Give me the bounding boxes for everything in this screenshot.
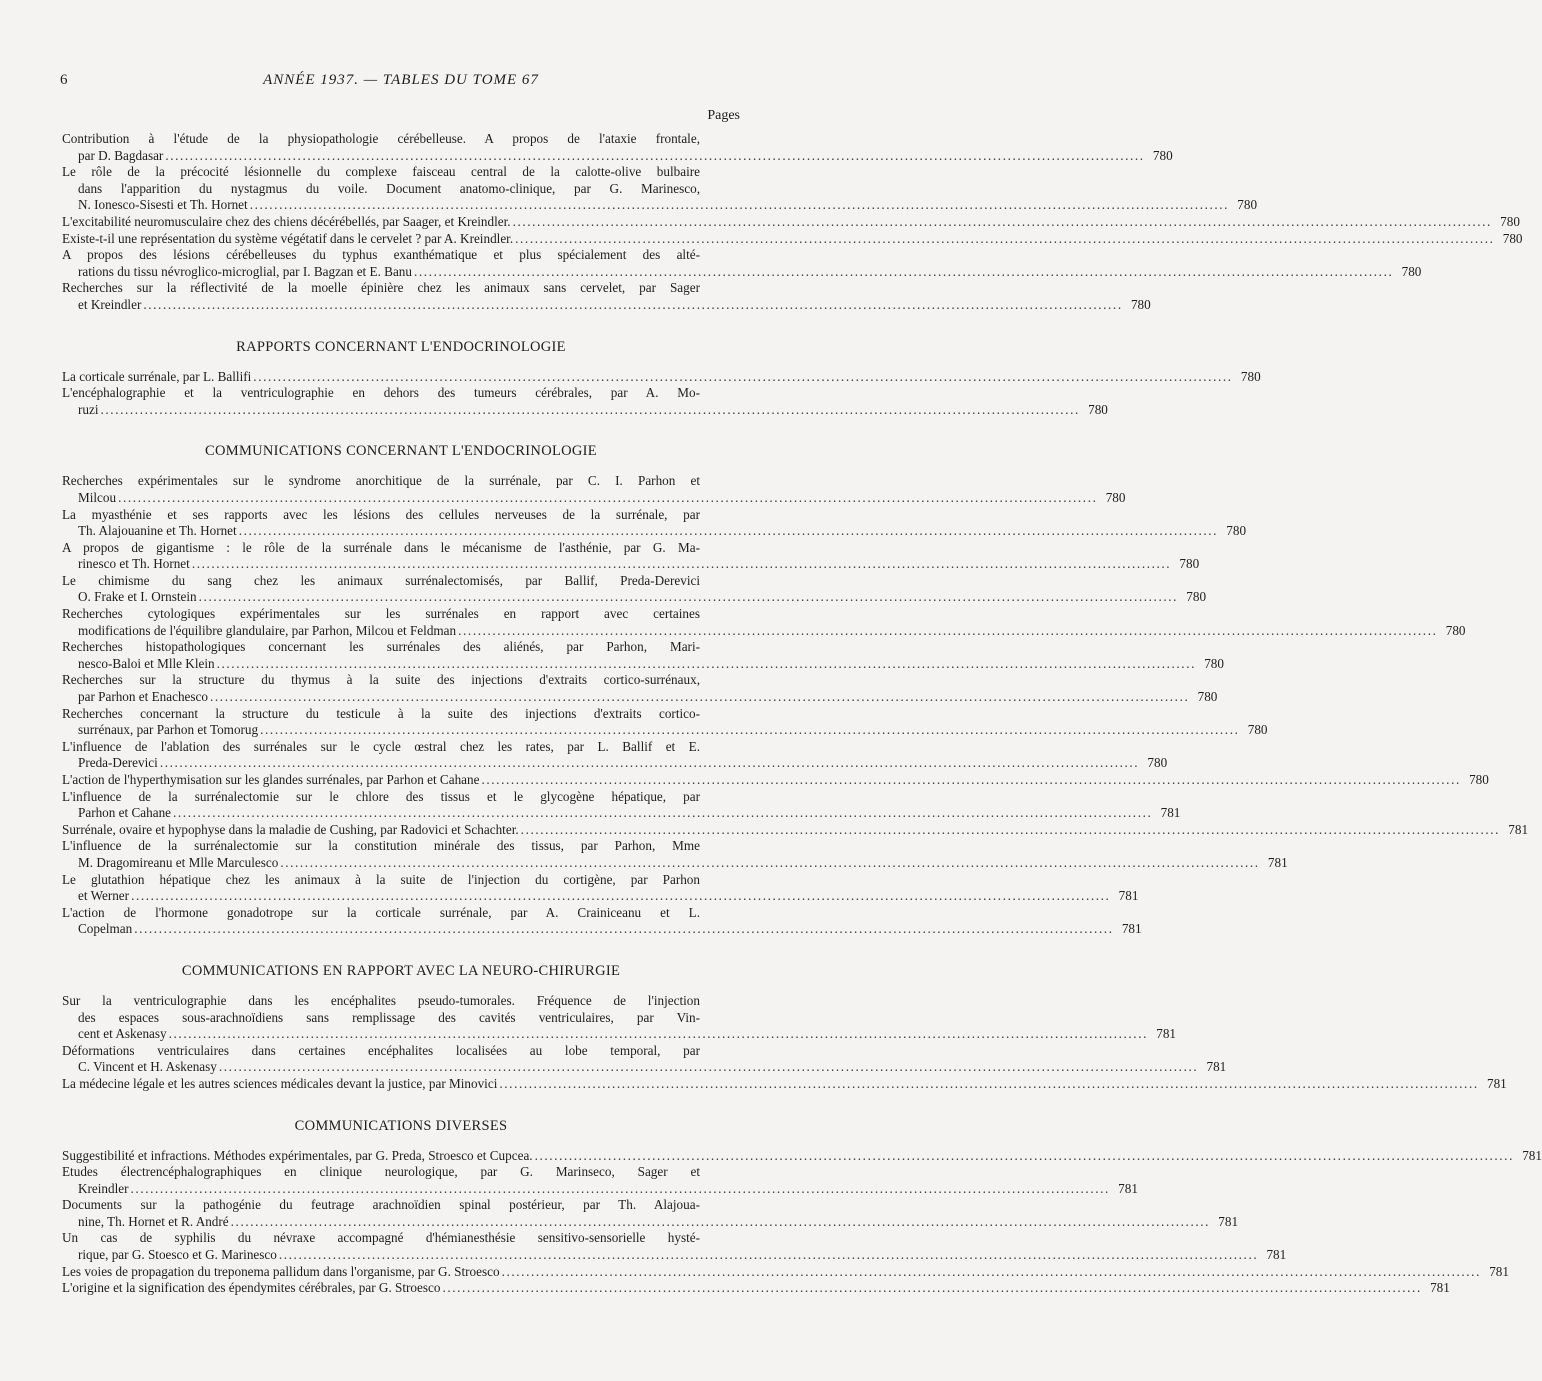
dot-leader: ........................................................................................................................................................................................................ [198, 589, 1179, 605]
toc-entry [62, 280, 1151, 313]
toc-entry-lastline [62, 755, 1168, 772]
toc-entry [62, 131, 1173, 164]
toc-page-number: 780 [1240, 368, 1261, 384]
toc-entry-title: Les voies de propagation du treponema pallidum dans l'organisme, par G. Stroesco [62, 1263, 500, 1279]
toc-section [62, 1117, 1542, 1297]
dot-leader: ........................................................................................................................................................................................................ [253, 368, 1233, 384]
toc-entry [62, 821, 1529, 839]
dot-leader: ........................................................................................................................................................................................................ [534, 1147, 1514, 1163]
toc-entry-title: L'origine et la signification des épendymites cérébrales, par G. Stroesco [62, 1280, 441, 1296]
toc-entry [62, 368, 1261, 386]
toc-entry-title: Surrénale, ovaire et hypophyse dans la maladie de Cushing, par Radovici et Schachter. [62, 821, 519, 837]
toc-entry-title: cent et Askenasy [78, 1026, 167, 1042]
toc-entry-lastline [62, 722, 1268, 739]
toc-entry-title: Copelman [78, 921, 133, 937]
toc-entry-lastline [62, 368, 1261, 386]
dot-leader: ........................................................................................................................................................................................................ [230, 1213, 1211, 1229]
toc-entry-title: La médecine légale et les autres sciences médicales devant la justice, par Minovici [62, 1075, 498, 1091]
toc-entry-line: Le rôle de la précocité lésionnelle du complexe faisceau central de la calotte-olive bulbaire [62, 164, 700, 180]
toc-entry-lastline [62, 213, 1520, 231]
toc-entry [62, 738, 1168, 772]
toc-entry-line: L'encéphalographie et la ventriculographie en dehors des tumeurs cérébrales, par A. Mo- [62, 385, 700, 401]
toc-page-number: 780 [1197, 689, 1218, 705]
toc-entry-title: par D. Bagdasar [78, 147, 164, 163]
toc-entry-lastline [62, 489, 1126, 507]
toc-page-number: 781 [1489, 1263, 1509, 1279]
dot-leader: ........................................................................................................................................................................................................ [458, 622, 1438, 638]
toc-page-number: 780 [1445, 622, 1466, 638]
toc-entry-title: et Kreindler [78, 296, 142, 312]
toc-page-number: 781 [1267, 854, 1288, 870]
dot-leader: ........................................................................................................................................................................................................ [238, 523, 1219, 539]
toc-page-number: 780 [1500, 213, 1520, 229]
toc-entry-lastline [62, 655, 1224, 673]
toc-page-number: 780 [1147, 755, 1168, 771]
toc-page-number: 780 [1179, 556, 1200, 572]
toc-page-number: 781 [1118, 1180, 1138, 1196]
toc-entry-line: L'influence de la surrénalectomie sur la constitution minérale des tissus, par Parhon, Mme [62, 838, 700, 854]
toc-entry-lastline [62, 1263, 1509, 1281]
toc-entry-lastline [62, 805, 1181, 822]
dot-leader: ........................................................................................................................................................................................................ [134, 921, 1114, 937]
toc-entry-title: par Parhon et Enachesco [78, 689, 208, 705]
toc-entry-line: dans l'apparition du nystagmus du voile. Document anatomo-clinique, par G. Marinesco, [78, 180, 700, 196]
dot-leader: ........................................................................................................................................................................................................ [481, 772, 1461, 787]
toc-entry-lastline [62, 1026, 1176, 1043]
toc-entry-lastline [62, 230, 1523, 248]
toc-entry-line: Déformations ventriculaires dans certaines encéphalites localisées au lobe temporal, par [62, 1042, 700, 1058]
dot-leader: ........................................................................................................................................................................................................ [173, 805, 1153, 821]
toc-entry [62, 213, 1520, 231]
toc-entry [62, 871, 1139, 905]
toc-entry-lastline [62, 1180, 1138, 1198]
toc-page-number: 780 [1186, 589, 1207, 605]
toc-entry-title: N. Ionesco-Sisesti et Th. Hornet [78, 197, 248, 213]
toc-entry-line: Le glutathion hépatique chez les animaux à la suite de l'injection du cortigène, par Parhon [62, 871, 700, 887]
toc-entry-line: Recherches histopathologiques concernant les surrénales des aliénés, par Parhon, Mari- [62, 639, 700, 655]
toc-section [62, 338, 1261, 419]
page-number: 6 [60, 72, 68, 88]
dot-leader: ........................................................................................................................................................................................................ [499, 1075, 1479, 1091]
section-title: COMMUNICATIONS CONCERNANT L'ENDOCRINOLOGIE [205, 443, 597, 460]
toc-page-number: 780 [1247, 722, 1268, 738]
toc-entry-lastline [62, 1213, 1239, 1231]
toc-entry-title: Parhon et Cahane [78, 805, 172, 821]
toc-entry-line: Recherches concernant la structure du testicule à la suite des injections d'extraits cortico- [62, 705, 700, 721]
dot-leader: ........................................................................................................................................................................................................ [280, 854, 1260, 870]
dot-leader: ........................................................................................................................................................................................................ [414, 263, 1394, 279]
toc-page-number: 781 [1430, 1280, 1450, 1296]
toc-page-number: 781 [1218, 1213, 1239, 1229]
toc-page-number: 781 [1508, 821, 1529, 837]
toc-entry-line: Un cas de syphilis du névraxe accompagné d'hémianesthésie sensitivo-sensorielle hysté- [62, 1230, 700, 1246]
toc-entry-lastline [62, 1247, 1287, 1264]
toc-page-number: 780 [1237, 197, 1258, 213]
toc-entry-title: surrénaux, par Parhon et Tomorug [78, 722, 259, 738]
toc-entry-line: L'influence de la surrénalectomie sur le chlore des tissus et le glycogène hépatique, par [62, 788, 700, 804]
toc-entry-lastline [62, 689, 1218, 706]
toc-entry-title: M. Dragomireanu et Mlle Marculesco [78, 854, 279, 870]
toc-page-number: 780 [1502, 230, 1523, 246]
toc-page-number: 781 [1121, 921, 1142, 937]
dot-leader: ........................................................................................................................................................................................................ [118, 489, 1098, 505]
dot-leader: ........................................................................................................................................................................................................ [100, 401, 1080, 417]
toc-entry-title: Kreindler [78, 1180, 129, 1196]
dot-leader: ........................................................................................................................................................................................................ [501, 1263, 1481, 1279]
toc-entry-lastline [62, 921, 1142, 938]
toc-entry [62, 1280, 1450, 1297]
toc-entry-line: L'influence de l'ablation des surrénales sur le cycle œstral chez les rates, par L. Ballif et E. [62, 738, 700, 754]
toc-entry-lastline [62, 821, 1529, 839]
toc-entry-lastline [62, 523, 1247, 540]
dot-leader: ........................................................................................................................................................................................................ [218, 1059, 1199, 1075]
toc-entry [62, 788, 1181, 822]
toc-page-number: 780 [1226, 523, 1247, 539]
running-head [62, 72, 740, 92]
toc-entry-title: nesco-Baloi et Mlle Klein [78, 655, 215, 671]
toc-entry-line: L'action de l'hormone gonadotrope sur la corticale surrénale, par A. Crainiceanu et L. [62, 904, 700, 920]
dot-leader: ........................................................................................................................................................................................................ [260, 722, 1240, 738]
toc-page-number: 781 [1486, 1075, 1507, 1091]
toc-entry-lastline [62, 888, 1139, 905]
toc-page-number: 781 [1206, 1059, 1227, 1075]
toc-entry [62, 230, 1523, 248]
toc-entry-lastline [62, 296, 1151, 314]
toc-entry-title: Th. Alajouanine et Th. Hornet [78, 523, 237, 539]
toc-page-number: 780 [1130, 296, 1151, 312]
toc-entry-lastline [62, 1059, 1227, 1076]
toc-entry-line: Documents sur la pathogénie du feutrage arachnoïdien spinal postérieur, par Th. Alajoua- [62, 1197, 700, 1213]
toc-entry-lastline [62, 622, 1466, 640]
dot-leader: ........................................................................................................................................................................................................ [278, 1247, 1259, 1263]
toc-entry-lastline [62, 854, 1288, 872]
section-title: COMMUNICATIONS EN RAPPORT AVEC LA NEURO-CHIRURGIE [181, 962, 621, 979]
toc-entry-title: nine, Th. Hornet et R. André [78, 1213, 229, 1229]
toc-entry-title: rations du tissu névroglico-microglial, par I. Bagzan et E. Banu [78, 263, 412, 279]
toc-entry-line: Recherches sur la réflectivité de la moelle épinière chez les animaux sans cervelet, par Sager [62, 280, 700, 296]
dot-leader: ........................................................................................................................................................................................................ [130, 1180, 1110, 1196]
toc-page-number: 781 [1118, 888, 1139, 904]
toc-entry-title: La corticale surrénale, par L. Ballifi [62, 368, 252, 384]
toc-entry [62, 1230, 1287, 1263]
running-title: ANNÉE 1937. — TABLES DU TOME 67 [263, 72, 539, 88]
toc-entry-line: des espaces sous-arachnoïdiens sans remplissage des cavités ventriculaires, par Vin- [78, 1009, 700, 1025]
toc-page-number: 781 [1266, 1247, 1287, 1263]
dot-leader: ........................................................................................................................................................................................................ [442, 1280, 1422, 1296]
dot-leader: ........................................................................................................................................................................................................ [515, 230, 1495, 246]
toc-entry-line: Recherches expérimentales sur le syndrome anorchitique de la surrénale, par C. I. Parhon et [62, 473, 700, 489]
toc-page-number: 780 [1204, 655, 1224, 671]
toc-entry-lastline [62, 772, 1489, 789]
toc-page-number: 781 [1522, 1147, 1542, 1163]
toc-entry-lastline [62, 1147, 1542, 1165]
dot-leader: ........................................................................................................................................................................................................ [165, 147, 1145, 163]
toc-entry-title: rinesco et Th. Hornet [78, 556, 190, 572]
toc-entry [62, 1075, 1507, 1093]
toc-entry-title: Suggestibilité et infractions. Méthodes expérimentales, par G. Preda, Stroesco et Cupcea. [62, 1147, 533, 1163]
toc-entry-lastline [62, 1075, 1507, 1093]
dot-leader: ........................................................................................................................................................................................................ [249, 197, 1230, 213]
table-of-contents [62, 131, 1542, 1297]
toc-entry [62, 672, 1218, 705]
toc-entry [62, 838, 1288, 871]
toc-entry-title: rique, par G. Stoesco et G. Marinesco [78, 1247, 277, 1263]
toc-entry [62, 992, 1176, 1043]
dot-leader: ........................................................................................................................................................................................................ [168, 1026, 1148, 1042]
toc-entry-lastline [62, 263, 1422, 281]
toc-entry-line: A propos des lésions cérébelleuses du typhus exanthématique et plus spécialement des alté- [62, 247, 700, 263]
toc-entry [62, 1042, 1227, 1076]
dot-leader: ........................................................................................................................................................................................................ [131, 888, 1111, 904]
toc-entry-lastline [62, 147, 1173, 165]
toc-entry-title: ruzi [78, 401, 99, 417]
toc-entry [62, 1197, 1239, 1230]
toc-entry-line: Recherches sur la structure du thymus à la suite des injections d'extraits cortico-surrénaux, [62, 672, 700, 688]
toc-entry-title: L'action de l'hyperthymisation sur les glandes surrénales, par Parhon et Cahane [62, 772, 480, 787]
toc-page-number: 780 [1105, 489, 1126, 505]
toc-entry [62, 904, 1142, 938]
toc-entry-title: et Werner [78, 888, 130, 904]
toc-entry-line: A propos de gigantisme : le rôle de la surrénale dans le mécanisme de l'asthénie, par G. Ma- [62, 539, 700, 555]
section-title: COMMUNICATIONS DIVERSES [294, 1117, 508, 1134]
toc-entry [62, 247, 1422, 280]
toc-entry [62, 385, 1108, 418]
toc-entry-lastline [62, 556, 1200, 573]
toc-entry [62, 1147, 1542, 1165]
toc-entry-lastline [62, 589, 1207, 606]
toc-entry-title: Existe-t-il une représentation du système végétatif dans le cervelet ? par A. Kreindler. [62, 230, 514, 246]
toc-entry [62, 506, 1247, 540]
dot-leader: ........................................................................................................................................................................................................ [191, 556, 1172, 572]
toc-entry-line: Sur la ventriculographie dans les encéphalites pseudo-tumorales. Fréquence de l'injection [62, 992, 700, 1008]
dot-leader: ........................................................................................................................................................................................................ [210, 689, 1190, 705]
dot-leader: ........................................................................................................................................................................................................ [512, 213, 1492, 229]
toc-entry-title: modifications de l'équilibre glandulaire, par Parhon, Milcou et Feldman [78, 622, 457, 638]
toc-page-number: 780 [1469, 772, 1489, 787]
toc-entry [62, 606, 1466, 639]
toc-entry-title: Preda-Derevici [78, 755, 158, 771]
toc-entry [62, 639, 1224, 672]
toc-page-number: 780 [1088, 401, 1108, 417]
toc-entry-title: Milcou [78, 489, 117, 505]
toc-entry-line: Etudes électrencéphalographiques en clinique neurologique, par G. Marinseco, Sager et [62, 1164, 700, 1180]
toc-page-number: 781 [1156, 1026, 1176, 1042]
toc-entry-title: O. Frake et I. Ornstein [78, 589, 197, 605]
dot-leader: ........................................................................................................................................................................................................ [143, 296, 1123, 312]
toc-entry-lastline [62, 197, 1258, 214]
toc-entry-line: La myasthénie et ses rapports avec les lésions des cellules nerveuses de la surrénale, par [62, 506, 700, 522]
toc-entry-title: L'excitabilité neuromusculaire chez des chiens décérébellés, par Saager, et Kreindler. [62, 213, 511, 229]
toc-entry [62, 539, 1200, 573]
dot-leader: ........................................................................................................................................................................................................ [216, 655, 1196, 671]
section-title: RAPPORTS CONCERNANT L'ENDOCRINOLOGIE [236, 338, 566, 355]
toc-section [62, 962, 1507, 1093]
toc-entry-line: Recherches cytologiques expérimentales sur les surrénales en rapport avec certaines [62, 606, 700, 622]
toc-entry-title: C. Vincent et H. Askenasy [78, 1059, 217, 1075]
pages-column-label: Pages [707, 108, 740, 123]
dot-leader: ........................................................................................................................................................................................................ [159, 755, 1140, 771]
toc-entry [62, 1263, 1509, 1281]
toc-entry [62, 473, 1126, 506]
toc-entry [62, 705, 1268, 739]
toc-section [62, 442, 1529, 938]
toc-entry [62, 1164, 1138, 1197]
toc-page-number: 780 [1401, 263, 1422, 279]
toc-entry [62, 164, 1258, 214]
toc-entry-lastline [62, 401, 1108, 419]
toc-entry-line: Contribution à l'étude de la physiopathologie cérébelleuse. A propos de l'ataxie frontale, [62, 131, 700, 146]
toc-page-number: 781 [1160, 805, 1181, 821]
toc-page-number: 780 [1152, 147, 1173, 163]
toc-entry [62, 572, 1207, 606]
toc-entry-lastline [62, 1280, 1450, 1297]
toc-entry [62, 772, 1489, 789]
dot-leader: ........................................................................................................................................................................................................ [520, 821, 1501, 837]
toc-entry-line: Le chimisme du sang chez les animaux surrénalectomisés, par Ballif, Preda-Derevici [62, 572, 700, 588]
